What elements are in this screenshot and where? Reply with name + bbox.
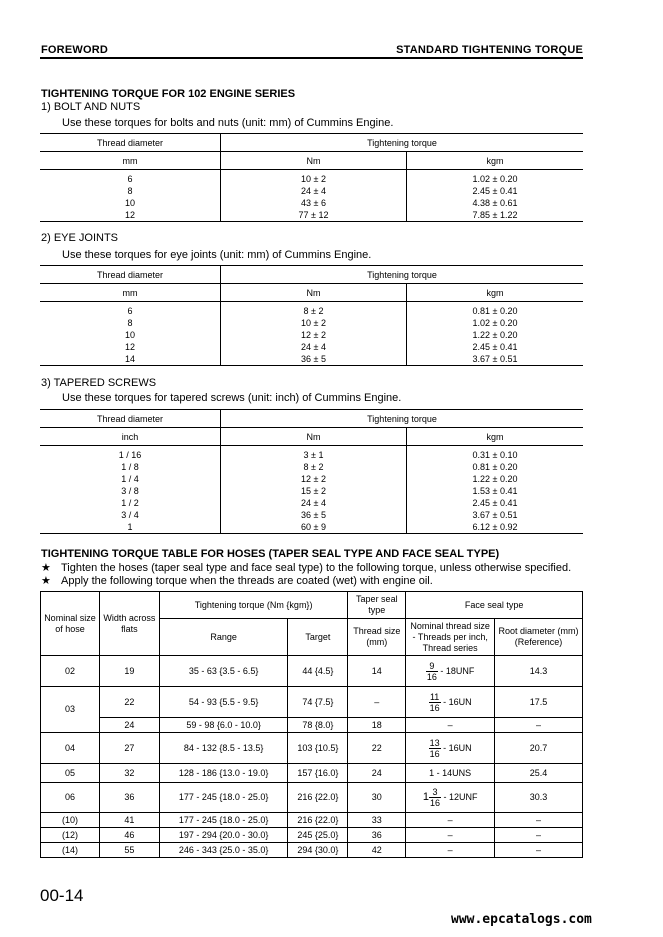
cell-thread: 1 xyxy=(40,521,221,534)
table-row: (12) 46 197 - 294 {20.0 - 30.0} 245 {25.0} 36 – – xyxy=(41,828,583,843)
star-icon: ★ xyxy=(41,575,51,587)
col-range: Range xyxy=(159,619,288,656)
col-tightening-torque: Tightening torque xyxy=(221,134,584,152)
cell-nm: 24 ± 4 xyxy=(221,497,407,509)
unit-nm: Nm xyxy=(221,152,407,170)
col-thread-diameter: Thread diameter xyxy=(40,410,221,428)
cell-nm: 12 ± 2 xyxy=(221,329,407,341)
col-target: Target xyxy=(288,619,348,656)
table-row: 04 27 84 - 132 {8.5 - 13.5} 103 {10.5} 22 $\frac{13}{16}$ - 16UN 20.7 xyxy=(41,733,583,764)
unit-thread: mm xyxy=(40,152,221,170)
cell-thread: 1 / 16 xyxy=(118,450,142,460)
cell-nm: 8 ± 2 xyxy=(221,461,407,473)
unit-nm: Nm xyxy=(221,284,407,302)
cell-nm: 24 ± 4 xyxy=(221,341,407,353)
table-row: 24 59 - 98 {6.0 - 10.0} 78 {8.0} 18 – – xyxy=(41,718,583,733)
cell-nm: 15 ± 2 xyxy=(221,485,407,497)
eye-joint-torque-table xyxy=(40,265,583,366)
cell-kgm: 0.81 ± 0.20 xyxy=(407,302,584,318)
cell-kgm: 1.22 ± 0.20 xyxy=(407,473,584,485)
table-row: 05 32 128 - 186 {13.0 - 19.0} 157 {16.0} 24 1 - 14UNS 25.4 xyxy=(41,764,583,783)
cell-nm: 3 ± 1 xyxy=(221,446,407,462)
cell-thread: 10 xyxy=(124,198,135,208)
header-divider xyxy=(40,57,583,59)
cell-kgm: 2.45 ± 0.41 xyxy=(407,497,584,509)
cell-kgm: 1.53 ± 0.41 xyxy=(407,485,584,497)
cell-thread: 6 xyxy=(127,174,133,184)
cell-thread: 1 / 8 xyxy=(121,462,139,472)
col-tightening-torque: Tightening torque xyxy=(221,266,584,284)
hose-table-title: TIGHTENING TORQUE TABLE FOR HOSES (TAPER SEAL TYPE AND FACE SEAL TYPE) xyxy=(41,548,500,560)
cell-kgm: 1.22 ± 0.20 xyxy=(407,329,584,341)
col-face-seal-type: Face seal type xyxy=(406,592,583,619)
section-intro: Use these torques for eye joints (unit: mm) of Cummins Engine. xyxy=(62,249,372,261)
nominal-thread-cell: 1 $\frac{3}{16}$ - 12UNF xyxy=(406,783,495,813)
table-row: (10) 41 177 - 245 {18.0 - 25.0} 216 {22.0} 33 – – xyxy=(41,813,583,828)
unit-kgm: kgm xyxy=(407,428,584,446)
table-row: 02 19 35 - 63 {3.5 - 6.5} 44 {4.5} 14 $\frac{9}{16}$ - 18UNF 14.3 xyxy=(41,656,583,687)
cell-thread: 8 xyxy=(127,318,133,328)
col-thread-size: Thread size (mm) xyxy=(348,619,406,656)
cell-nm: 77 ± 12 xyxy=(221,209,407,222)
section-intro: Use these torques for tapered screws (unit: inch) of Cummins Engine. xyxy=(62,392,402,404)
cell-kgm: 0.31 ± 0.10 xyxy=(407,446,584,462)
cell-thread: 1 / 4 xyxy=(121,474,139,484)
hose-note: ★ Apply the following torque when the threads are coated (wet) with engine oil. xyxy=(41,575,433,587)
cell-thread: 12 xyxy=(40,209,221,222)
hose-torque-table xyxy=(40,591,583,858)
table-row: 06 36 177 - 245 {18.0 - 25.0} 216 {22.0} 30 1 $\frac{3}{16}$ - 12UNF 30.3 xyxy=(41,783,583,813)
cell-kgm: 2.45 ± 0.41 xyxy=(407,185,584,197)
cell-nm: 10 ± 2 xyxy=(221,317,407,329)
cell-nm: 43 ± 6 xyxy=(221,197,407,209)
col-nominal-size: Nominal size of hose xyxy=(41,592,100,656)
cell-thread: 10 xyxy=(124,330,135,340)
table-row: 03 22 54 - 93 {5.5 - 9.5} 74 {7.5} – $\frac{11}{16}$ - 16UN 17.5 xyxy=(41,687,583,718)
nominal-thread-cell: $\frac{13}{16}$ - 16UN xyxy=(406,733,495,764)
cell-nm: 24 ± 4 xyxy=(221,185,407,197)
tapered-screw-torque-table xyxy=(40,409,583,534)
bolt-nut-torque-table xyxy=(40,133,583,222)
cell-nm: 36 ± 5 xyxy=(221,509,407,521)
cell-nm: 8 ± 2 xyxy=(221,302,407,318)
cell-thread: 1 / 2 xyxy=(121,498,139,508)
unit-thread: inch xyxy=(40,428,221,446)
col-nominal-thread: Nominal thread size - Threads per inch, Thread series xyxy=(406,619,495,656)
header-right: STANDARD TIGHTENING TORQUE xyxy=(396,44,583,56)
cell-thread: 8 xyxy=(127,186,133,196)
cell-thread: 6 xyxy=(127,306,133,316)
cell-thread: 14 xyxy=(40,353,221,366)
cell-kgm: 1.02 ± 0.20 xyxy=(407,317,584,329)
table-row: (14) 55 246 - 343 {25.0 - 35.0} 294 {30.0} 42 – – xyxy=(41,843,583,858)
nominal-thread-cell: $\frac{9}{16}$ - 18UNF xyxy=(406,656,495,687)
hose-note: ★ Tighten the hoses (taper seal type and face seal type) to the following torque, unless otherwise specified. xyxy=(41,562,572,574)
unit-nm: Nm xyxy=(221,428,407,446)
section-heading: 1) BOLT AND NUTS xyxy=(41,101,141,113)
col-width-across-flats: Width across flats xyxy=(99,592,159,656)
section-heading: 3) TAPERED SCREWS xyxy=(41,377,157,389)
cell-kgm: 2.45 ± 0.41 xyxy=(407,341,584,353)
col-thread-diameter: Thread diameter xyxy=(40,134,221,152)
col-taper-seal-type: Taper seal type xyxy=(348,592,406,619)
unit-thread: mm xyxy=(40,284,221,302)
cell-thread: 3 / 8 xyxy=(121,486,139,496)
col-tightening-torque: Tightening torque (Nm {kgm}) xyxy=(159,592,348,619)
cell-kgm: 6.12 ± 0.92 xyxy=(407,521,584,534)
cell-kgm: 0.81 ± 0.20 xyxy=(407,461,584,473)
cell-kgm: 3.67 ± 0.51 xyxy=(407,509,584,521)
cell-kgm: 1.02 ± 0.20 xyxy=(407,170,584,186)
cell-nm: 36 ± 5 xyxy=(221,353,407,366)
col-root-diameter: Root diameter (mm) (Reference) xyxy=(495,619,583,656)
watermark: www.epcatalogs.com xyxy=(451,912,592,927)
unit-kgm: kgm xyxy=(407,152,584,170)
cell-nm: 60 ± 9 xyxy=(221,521,407,534)
page-number: 00-14 xyxy=(40,886,84,905)
cell-nm: 10 ± 2 xyxy=(221,170,407,186)
cell-kgm: 7.85 ± 1.22 xyxy=(407,209,584,222)
cell-thread: 12 xyxy=(124,342,135,352)
nominal-thread-cell: $\frac{11}{16}$ - 16UN xyxy=(406,687,495,718)
cell-thread: 3 / 4 xyxy=(121,510,139,520)
section-intro: Use these torques for bolts and nuts (unit: mm) of Cummins Engine. xyxy=(62,117,394,129)
col-tightening-torque: Tightening torque xyxy=(221,410,584,428)
cell-kgm: 3.67 ± 0.51 xyxy=(407,353,584,366)
cell-kgm: 4.38 ± 0.61 xyxy=(407,197,584,209)
star-icon: ★ xyxy=(41,562,51,574)
header-left: FOREWORD xyxy=(41,44,108,56)
section-heading: 2) EYE JOINTS xyxy=(41,232,119,244)
cell-nm: 12 ± 2 xyxy=(221,473,407,485)
unit-kgm: kgm xyxy=(407,284,584,302)
main-title: TIGHTENING TORQUE FOR 102 ENGINE SERIES xyxy=(41,88,296,100)
col-thread-diameter: Thread diameter xyxy=(40,266,221,284)
